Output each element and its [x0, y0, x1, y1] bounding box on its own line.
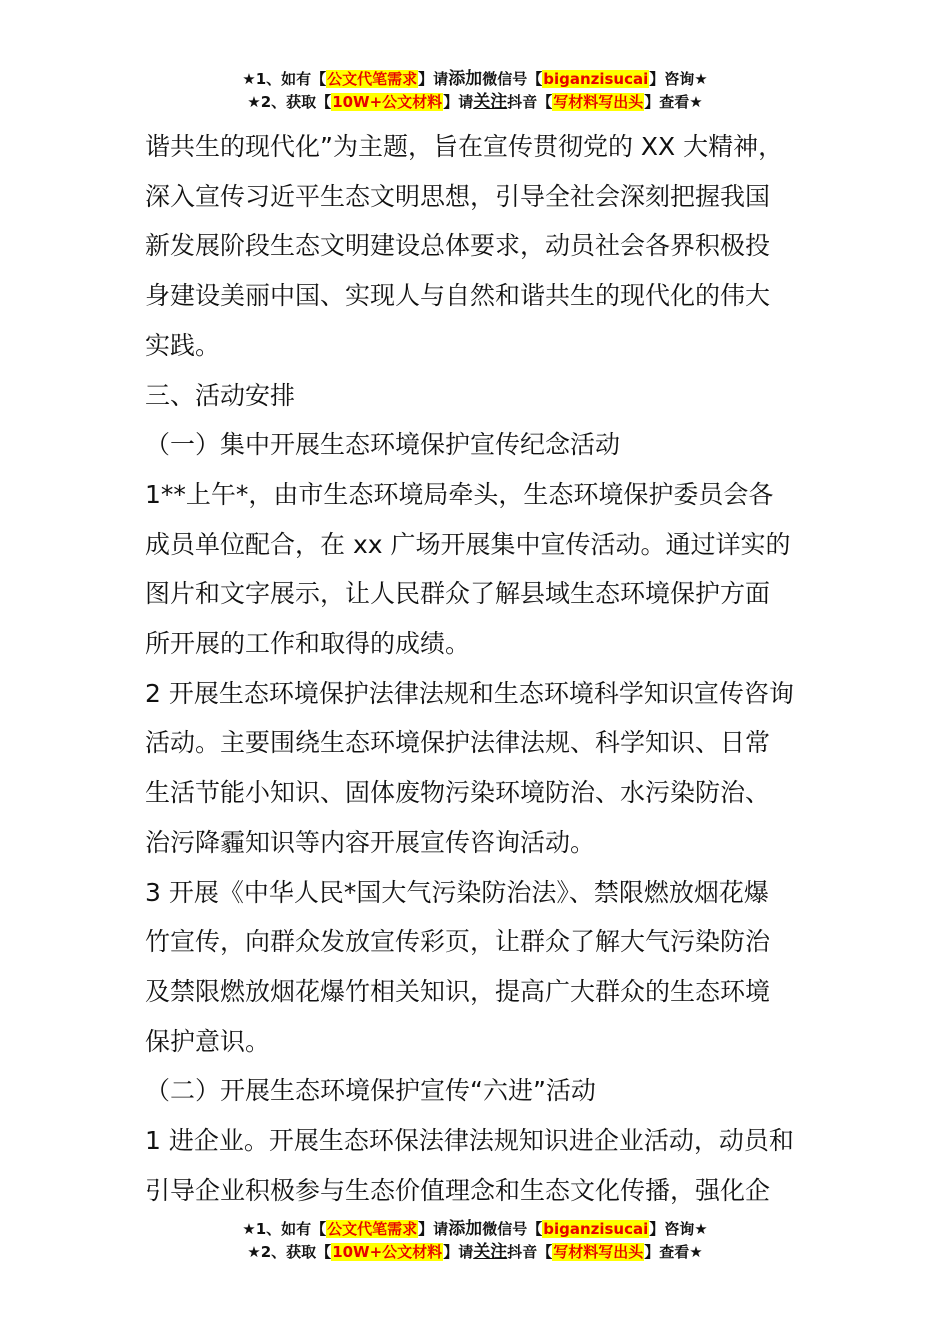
body-line: 身建设美丽中国、实现人与自然和谐共生的现代化的伟大: [145, 281, 771, 311]
promo-text: 】咨询: [649, 70, 695, 88]
body-line: 活动。主要围绕生态环境保护法律法规、科学知识、日常: [145, 728, 771, 758]
promo-text: 】查看: [644, 93, 690, 111]
promo-highlight: 公文代笔需求: [327, 70, 418, 88]
wechat-id-highlight: biganzisucai: [543, 70, 649, 88]
body-line: 深入宣传习近平生态文明思想，引导全社会深刻把握我国: [145, 181, 771, 211]
promo-text: 】请: [418, 1220, 449, 1238]
promo-text: 】咨询: [649, 1220, 695, 1238]
section-heading: 三、活动安排: [145, 380, 296, 410]
body-line: 图片和文字展示，让人民群众了解县域生态环境保护方面: [145, 579, 771, 609]
body-line: 新发展阶段生态文明建设总体要求，动员社会各界积极投: [145, 231, 771, 261]
body-line: 实践。: [145, 330, 221, 360]
subsection-heading: （一）集中开展生态环境保护宣传纪念活动: [145, 430, 621, 460]
star-icon: ★: [689, 1243, 703, 1261]
promo-line-2: [0, 1241, 950, 1264]
promo-text: 2、获取【: [260, 1243, 332, 1261]
promo-text: 抖音【: [507, 1243, 553, 1261]
promo-highlight: 10W+公文材料: [332, 1243, 443, 1261]
body-line: 生活节能小知识、固体废物污染环境防治、水污染防治、: [145, 778, 771, 808]
promo-text: 微信号【: [482, 1220, 543, 1238]
document-body: [145, 122, 815, 1215]
promo-text: 】请: [418, 70, 449, 88]
body-line: 1 进企业。开展生态环保法律法规知识进企业活动，动员和: [145, 1126, 794, 1156]
star-icon: ★: [242, 70, 256, 88]
body-line: 保护意识。: [145, 1026, 271, 1056]
douyin-highlight: 写材料写出头: [553, 1243, 644, 1261]
promo-text: 关注: [473, 1242, 508, 1262]
promo-text: 添加: [448, 1219, 483, 1239]
promo-text: 2、获取【: [260, 93, 332, 111]
body-line: 及禁限燃放烟花爆竹相关知识，提高广大群众的生态环境: [145, 976, 771, 1006]
promo-text: 】请: [443, 93, 474, 111]
footer-promo-banner: [0, 1218, 950, 1264]
promo-line-1: [0, 68, 950, 91]
star-icon: ★: [242, 1220, 256, 1238]
subsection-heading: （二）开展生态环境保护宣传“六进”活动: [145, 1076, 596, 1106]
promo-text: 抖音【: [507, 93, 553, 111]
body-line: 竹宣传，向群众发放宣传彩页，让群众了解大气污染防治: [145, 927, 771, 957]
promo-line-1: [0, 1218, 950, 1241]
promo-text: 】请: [443, 1243, 474, 1261]
promo-line-2: [0, 91, 950, 114]
header-promo-banner: [0, 68, 950, 114]
star-icon: ★: [247, 1243, 261, 1261]
promo-text: 】查看: [644, 1243, 690, 1261]
wechat-id-highlight: biganzisucai: [543, 1220, 649, 1238]
body-line: 治污降霾知识等内容开展宣传咨询活动。: [145, 827, 596, 857]
promo-text: 添加: [448, 69, 483, 89]
promo-highlight: 公文代笔需求: [327, 1220, 418, 1238]
body-line: 成员单位配合，在 xx 广场开展集中宣传活动。通过详实的: [145, 529, 791, 559]
promo-text: 1、如有【: [255, 70, 327, 88]
promo-text: 微信号【: [482, 70, 543, 88]
promo-text: 1、如有【: [255, 1220, 327, 1238]
promo-text: 关注: [473, 92, 508, 112]
body-line: 2 开展生态环境保护法律法规和生态环境科学知识宣传咨询: [145, 678, 794, 708]
star-icon: ★: [694, 70, 708, 88]
star-icon: ★: [694, 1220, 708, 1238]
promo-highlight: 10W+公文材料: [332, 93, 443, 111]
body-line: 所开展的工作和取得的成绩。: [145, 629, 471, 659]
star-icon: ★: [247, 93, 261, 111]
douyin-highlight: 写材料写出头: [553, 93, 644, 111]
star-icon: ★: [689, 93, 703, 111]
body-line: 引导企业积极参与生态价值理念和生态文化传播，强化企: [145, 1175, 771, 1205]
body-line: 谐共生的现代化”为主题，旨在宣传贯彻党的 XX 大精神，: [145, 132, 784, 161]
body-line: 1**上午*，由市生态环境局牵头，生态环境保护委员会各: [145, 479, 774, 509]
body-line: 3 开展《中华人民*国大气污染防治法》、禁限燃放烟花爆: [145, 877, 769, 907]
